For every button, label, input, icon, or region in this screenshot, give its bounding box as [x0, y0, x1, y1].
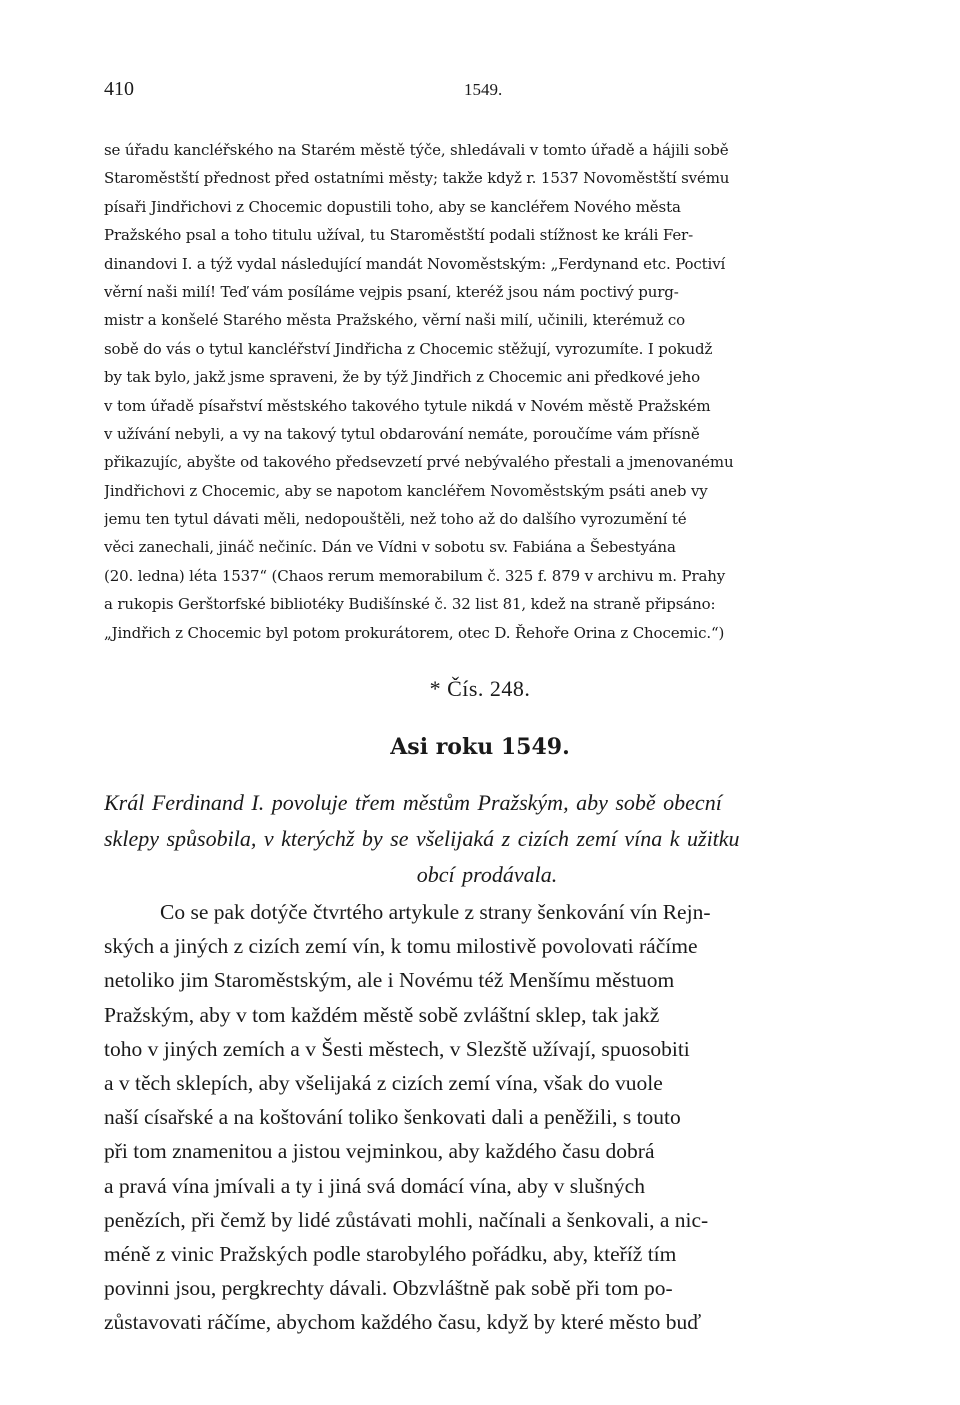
body-line: netoliko jim Staroměstským, ale i Novému též Menšímu městuom — [104, 968, 675, 993]
body-line: při tom znamenitou a jistou vejminkou, aby každého času dobrá — [104, 1139, 655, 1164]
text-line: Staroměstští přednost před ostatními městy; takže když r. 1537 Novoměstští svému — [104, 169, 730, 188]
page-header — [104, 78, 870, 108]
text-line: v tom úřadě písařství městského takového tytule nikdá v Novém městě Pražském — [104, 396, 711, 415]
body-line: zůstavovati ráčíme, abychom každého času, když by které město buď — [104, 1310, 702, 1335]
text-line: písaři Jindřichovi z Chocemic dopustili toho, aby se kancléřem Nového města — [104, 197, 681, 216]
text-line: sobě do vás o tytul kancléřství Jindřicha z Chocemic stěžují, vyrozumíte. I pokudž — [104, 339, 713, 358]
body-line: povinni jsou, pergkrechty dávali. Obzvláštně pak sobě při tom po- — [104, 1276, 673, 1301]
text-line: věrní naši milí! Teď vám posíláme vejpis psaní, kteréž jsou nám poctivý purg- — [104, 282, 679, 301]
body-line: méně z vinic Pražských podle starobylého pořádku, aby, kteříž tím — [104, 1241, 677, 1266]
text-line: věci zanechali, jináč nečiníc. Dán ve Vídni v sobotu sv. Fabiána a Šebestyána — [104, 538, 676, 557]
text-line: (20. ledna) léta 1537“ (Chaos rerum memorabilum č. 325 f. 879 v archivu m. Prahy — [104, 566, 726, 585]
summary-line: sklepy spůsobila, v kterýchž by se všelijaká z cizích zemí vína k užitku — [104, 826, 740, 851]
body-line: naší císařské a na koštování toliko šenkovati dali a peněžili, s touto — [104, 1105, 681, 1130]
summary-line: obcí prodávala. — [416, 862, 558, 887]
body-line: penězích, při čemž by lidé zůstávati mohli, načínali a šenkovali, a nic- — [104, 1207, 709, 1232]
text-line: se úřadu kancléřského na Starém městě týče, shledávali v tomto úřadě a hájili sobě — [104, 141, 729, 159]
document-date-heading: Asi roku 1549. — [390, 734, 570, 760]
body-line: Co se pak dotýče čtvrtého artykule z strany šenkování vín Rejn- — [160, 900, 711, 924]
body-line: toho v jiných zemích a v Šesti městech, v Slezště užívají, spuosobiti — [104, 1036, 690, 1061]
text-line: v užívání nebyli, a vy na takový tytul obdarování nemáte, poroučíme vám přísně — [104, 424, 700, 443]
document-summary — [104, 785, 870, 893]
text-line: „Jindřich z Chocemic byl potom prokurátorem, otec D. Řehoře Orina z Chocemic.“) — [104, 623, 725, 642]
text-line: přikazujíc, abyšte od takového předsevzetí prvé nebývalého přestali a jmenovanému — [104, 453, 734, 472]
text-line: Pražského psal a toho titulu užíval, tu Staroměstští podali stížnost ke králi Fer- — [104, 226, 693, 245]
text-line: dinandovi I. a týž vydal následující mandát Novoměstským: „Ferdynand etc. Poctiví — [104, 254, 726, 273]
body-line: a pravá vína jmívali a ty i jiná svá domácí vína, aby v slušných — [104, 1173, 645, 1198]
footnote-continuation — [104, 136, 870, 647]
text-line: Jindřichovi z Chocemic, aby se napotom kancléřem Novoměstským psáti aneb vy — [104, 481, 708, 500]
summary-line: Král Ferdinand I. povoluje třem městům Pražským, aby sobě obecní — [104, 790, 722, 815]
page-number: 410 — [104, 78, 134, 100]
text-line: by tak bylo, jakž jsme spraveni, že by týž Jindřich z Chocemic ani předkové jeho — [104, 368, 701, 387]
body-line: a v těch sklepích, aby všelijaká z cizích zemí vína, však do vuole — [104, 1070, 663, 1095]
document-body — [104, 895, 870, 1339]
body-line: Pražským, aby v tom každém městě sobě zvláštní sklep, tak jakž — [104, 1002, 660, 1027]
text-line: a rukopis Gerštorfské bibliotéky Budišínské č. 32 list 81, kdež na straně připsáno: — [104, 595, 716, 614]
document-number: * Čís. 248. — [429, 676, 531, 701]
body-line: ských a jiných z cizích zemí vín, k tomu milostivě povolovati ráčíme — [104, 934, 698, 959]
running-header-year: 1549. — [464, 80, 503, 99]
text-line: jemu ten tytul dávati měli, nedopouštěli, než toho až do dalšího vyrozumění té — [104, 510, 687, 529]
text-line: mistr a konšelé Starého města Pražského, věrní naši milí, učinili, kterémuž co — [104, 311, 686, 330]
